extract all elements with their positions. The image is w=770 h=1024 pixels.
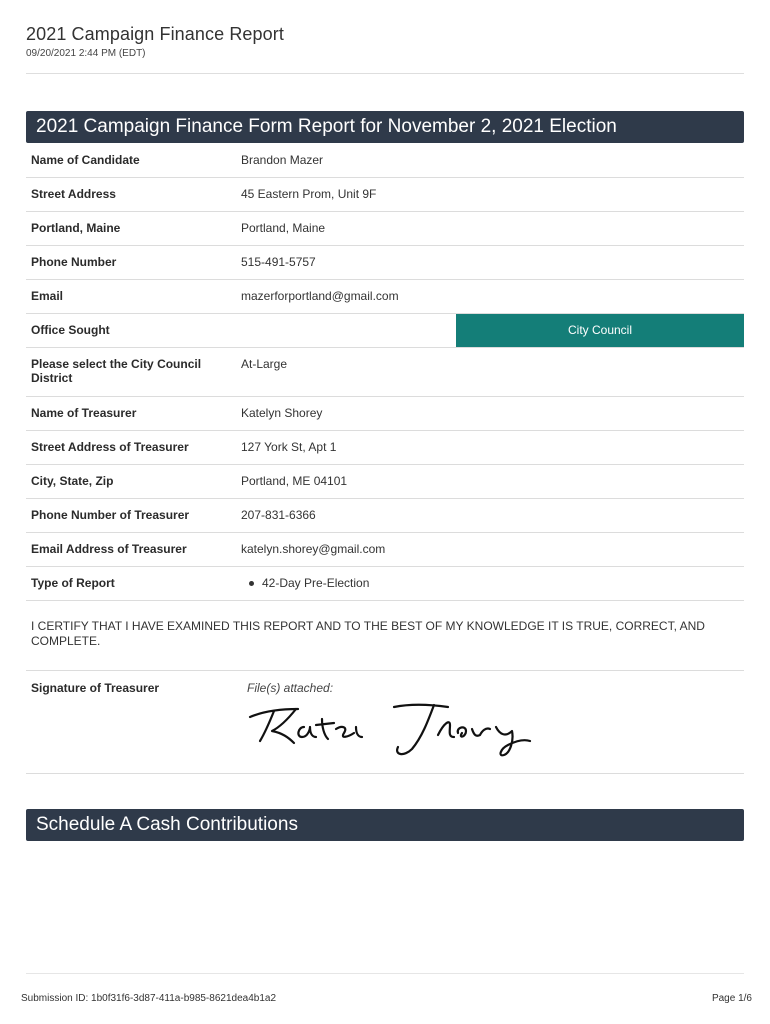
document-header [26,24,284,59]
report-type-item: 42-Day Pre-Election [262,576,370,590]
header-divider [26,73,744,74]
page-number: Page 1/6 [711,993,752,1004]
field-label: Type of Report [31,576,115,590]
field-label: Phone Number of Treasurer [31,508,190,522]
field-label: Name of Treasurer [31,406,137,420]
field-row-office-sought [26,314,744,348]
field-row-street-address [26,178,744,212]
field-label: Office Sought [31,323,110,337]
field-label: Portland, Maine [31,221,121,235]
field-row-email [26,280,744,314]
bullet-icon [249,581,254,586]
field-row-treasurer-phone [26,499,744,533]
section-title-schedule-a: Schedule A Cash Contributions [26,809,744,841]
field-value: katelyn.shorey@gmail.com [241,542,386,556]
field-label: Phone Number [31,255,117,269]
field-value-list [234,567,744,590]
field-value: 515-491-5757 [241,255,316,269]
field-value: 127 York St, Apt 1 [241,440,337,454]
signature-label: Signature of Treasurer [31,681,160,695]
field-label: Please select the City Council District [31,357,202,385]
field-value: At-Large [241,357,288,371]
document-timestamp: 09/20/2021 2:44 PM (EDT) [26,48,146,59]
field-row-report-type [26,567,744,601]
footer-divider [26,973,744,974]
field-label: City, State, Zip [31,474,114,488]
office-sought-badge: City Council [456,314,744,347]
signature-row [26,670,744,774]
section-title-campaign-form: 2021 Campaign Finance Form Report for November 2, 2021 Election [26,111,744,143]
field-row-treasurer-name [26,397,744,431]
submission-id: Submission ID: 1b0f31f6-3d87-411a-b985-8621dea4b1a2 [21,993,277,1004]
field-row-candidate-name [26,144,744,178]
field-label: Name of Candidate [31,153,140,167]
field-label: Street Address of Treasurer [31,440,189,454]
certification-statement: I CERTIFY THAT I HAVE EXAMINED THIS REPORT AND TO THE BEST OF MY KNOWLEDGE IT IS TRUE, CORRECT, AND COMPLETE. [31,619,705,648]
field-row-treasurer-address [26,431,744,465]
field-value: 45 Eastern Prom, Unit 9F [241,187,377,201]
field-value: 207-831-6366 [241,508,316,522]
campaign-form-table [26,144,744,601]
field-value-wrap [234,314,744,347]
files-attached-note: File(s) attached: [247,681,334,695]
field-value: Brandon Mazer [241,153,324,167]
field-value: mazerforportland@gmail.com [241,289,399,303]
field-value: Katelyn Shorey [241,406,323,420]
field-value: Portland, Maine [241,221,326,235]
field-row-district [26,348,744,397]
field-label: Email Address of Treasurer [31,542,187,556]
field-row-city-state [26,212,744,246]
field-label: Street Address [31,187,116,201]
field-value: Portland, ME 04101 [241,474,348,488]
field-row-city-state-zip [26,465,744,499]
signature-image [244,697,544,767]
field-label: Email [31,289,64,303]
field-row-treasurer-email [26,533,744,567]
document-title: 2021 Campaign Finance Report [26,24,284,44]
field-row-phone [26,246,744,280]
